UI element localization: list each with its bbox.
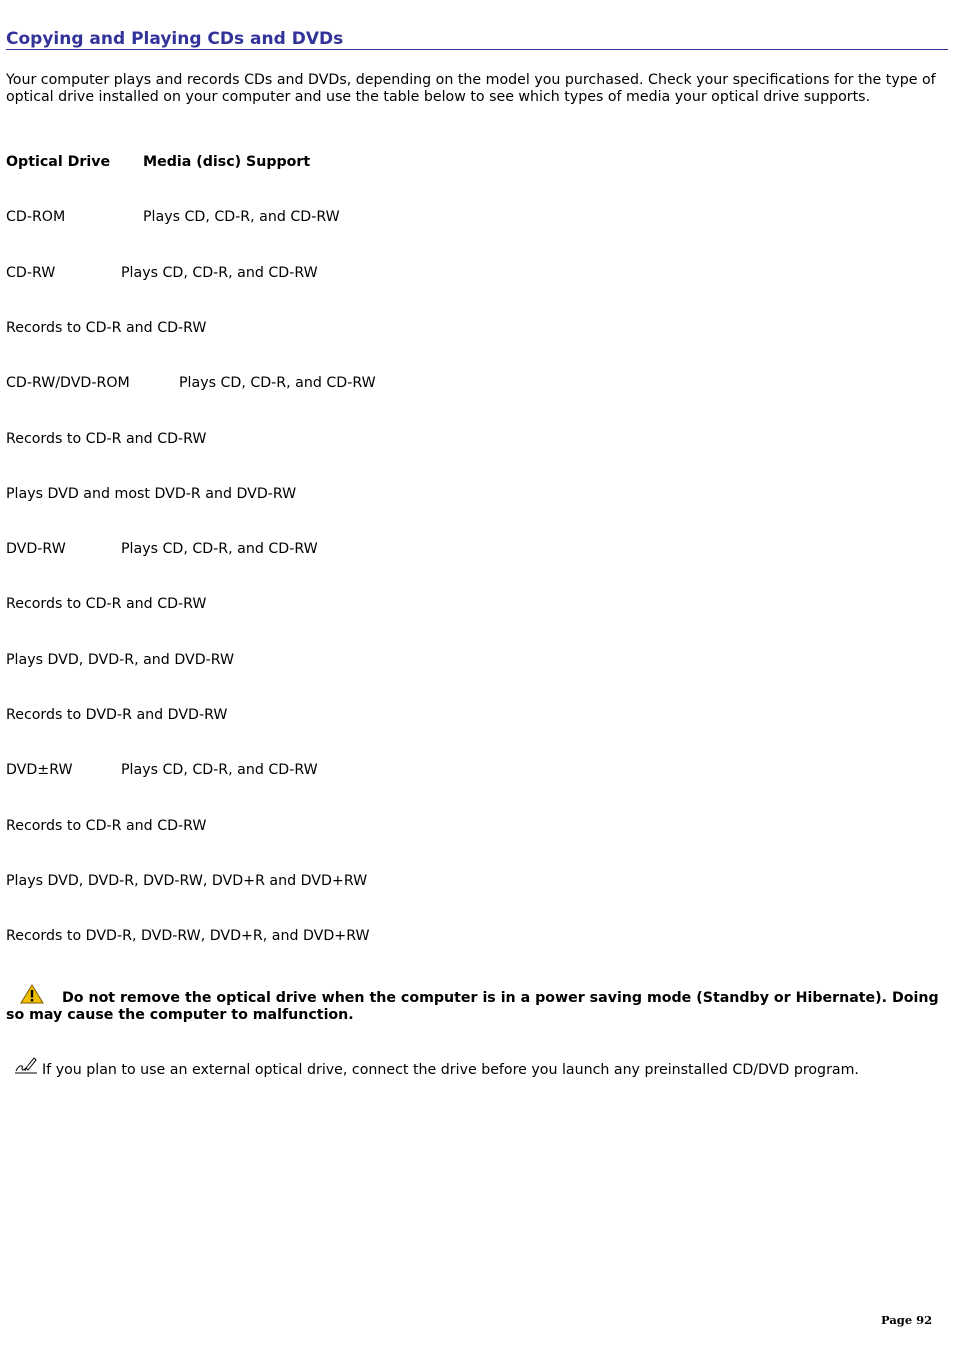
media-support-item: Plays CD, CD-R, and CD-RW bbox=[121, 762, 318, 778]
drive-cd-rom: CD-ROM bbox=[6, 209, 66, 225]
media-support-item: Plays CD, CD-R, and CD-RW bbox=[179, 375, 376, 391]
media-support-item: Plays DVD, DVD-R, DVD-RW, DVD+R and DVD+RW bbox=[6, 873, 368, 889]
media-support-item: Records to DVD-R, DVD-RW, DVD+R, and DVD+RW bbox=[6, 928, 370, 944]
media-support-item: Plays CD, CD-R, and CD-RW bbox=[121, 265, 318, 281]
note-text: If you plan to use an external optical drive, connect the drive before you launch any preinstalled CD/DVD program. bbox=[42, 1062, 859, 1078]
media-support-item: Records to CD-R and CD-RW bbox=[6, 596, 207, 612]
media-support-item: Records to CD-R and CD-RW bbox=[6, 431, 207, 447]
media-support-item: Records to CD-R and CD-RW bbox=[6, 818, 207, 834]
media-support-item: Plays CD, CD-R, and CD-RW bbox=[121, 541, 318, 557]
warning-icon bbox=[20, 984, 44, 1004]
media-support-item: Records to CD-R and CD-RW bbox=[6, 320, 207, 336]
drive-cd-rw-dvd-rom: CD-RW/DVD-ROM bbox=[6, 375, 130, 391]
media-support-item: Plays CD, CD-R, and CD-RW bbox=[143, 209, 340, 225]
header-media-support: Media (disc) Support bbox=[143, 154, 311, 170]
drive-dvd-rw: DVD-RW bbox=[6, 541, 66, 557]
warning-text: Do not remove the optical drive when the computer is in a power saving mode (Standby or Hibernate). Doing so may cause the computer to malfunction. bbox=[6, 990, 939, 1023]
warning-message bbox=[6, 984, 946, 1024]
note-pen-icon bbox=[14, 1055, 38, 1075]
intro-paragraph: Your computer plays and records CDs and DVDs, depending on the model you purchased. Check your specifications for the type of optical drive installed on your computer and use the table below to see which types of media your optical drive supports. bbox=[6, 72, 936, 105]
page-number: Page 92 bbox=[881, 1313, 933, 1327]
drive-dvd-plus-minus-rw: DVD±RW bbox=[6, 762, 73, 778]
media-support-item: Plays DVD, DVD-R, and DVD-RW bbox=[6, 652, 235, 668]
page-title: Copying and Playing CDs and DVDs bbox=[6, 29, 948, 50]
header-optical-drive: Optical Drive bbox=[6, 154, 111, 170]
drive-cd-rw: CD-RW bbox=[6, 265, 56, 281]
media-support-item: Records to DVD-R and DVD-RW bbox=[6, 707, 228, 723]
note-message bbox=[14, 1055, 944, 1079]
media-support-item: Plays DVD and most DVD-R and DVD-RW bbox=[6, 486, 297, 502]
